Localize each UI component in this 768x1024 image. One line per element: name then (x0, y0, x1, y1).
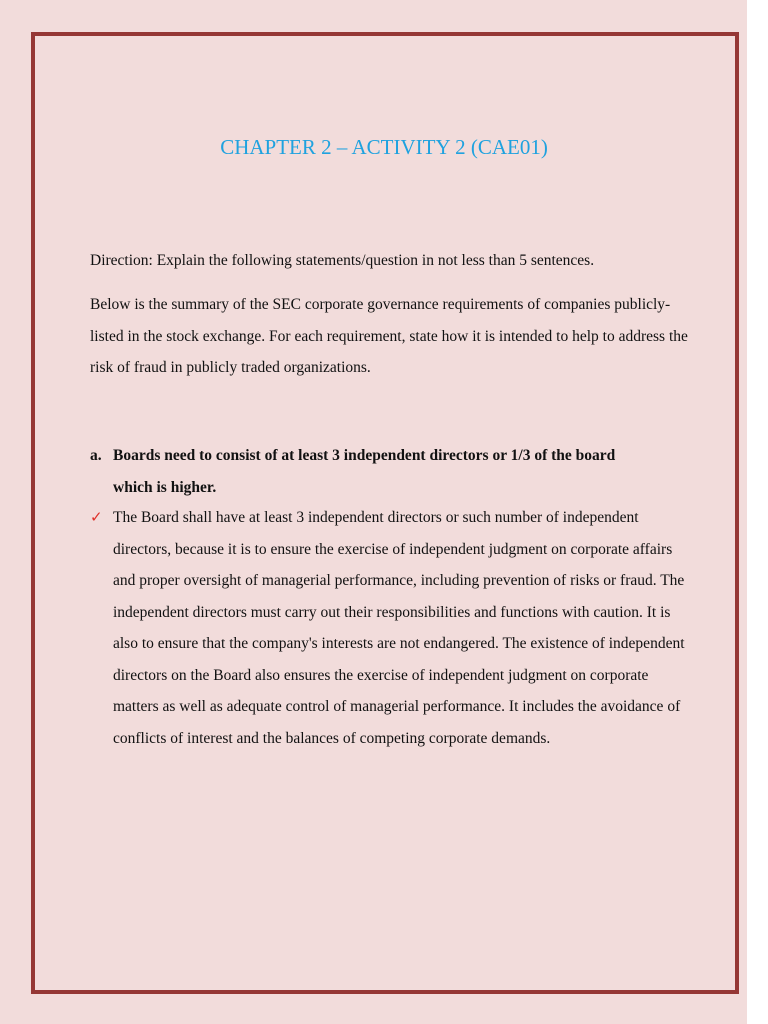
intro-paragraph: Below is the summary of the SEC corporate governance requirements of companies publicly-listed in the stock exchange. For each requirement, state how it is intended to help to address the risk of fraud in publicly traded organizations. (90, 296, 688, 376)
page-title: CHAPTER 2 – ACTIVITY 2 (CAE01) (220, 135, 548, 159)
item-question: Boards need to consist of at least 3 independent directors or 1/3 of the board which is higher. (113, 447, 616, 496)
checkmark-icon: ✓ (90, 508, 103, 526)
item-letter: a. (90, 447, 102, 464)
direction-text: Direction: Explain the following statements/question in not less than 5 sentences. (90, 252, 595, 269)
answer-block (90, 502, 690, 754)
requirement-item-a (90, 440, 650, 503)
answer-paragraph: The Board shall have at least 3 independent directors or such number of independent directors, because it is to ensure the exercise of independent judgment on corporate affairs and proper oversight of managerial performance, including prevention of risks or fraud. The independent directors must carry out their responsibilities and functions with caution. It is also to ensure that the company's interests are not endangered. The existence of independent directors on the Board also ensures the exercise of independent judgment on corporate matters as well as adequate control of managerial performance. It includes the avoidance of conflicts of interest and the balances of competing corporate demands. (113, 509, 685, 747)
